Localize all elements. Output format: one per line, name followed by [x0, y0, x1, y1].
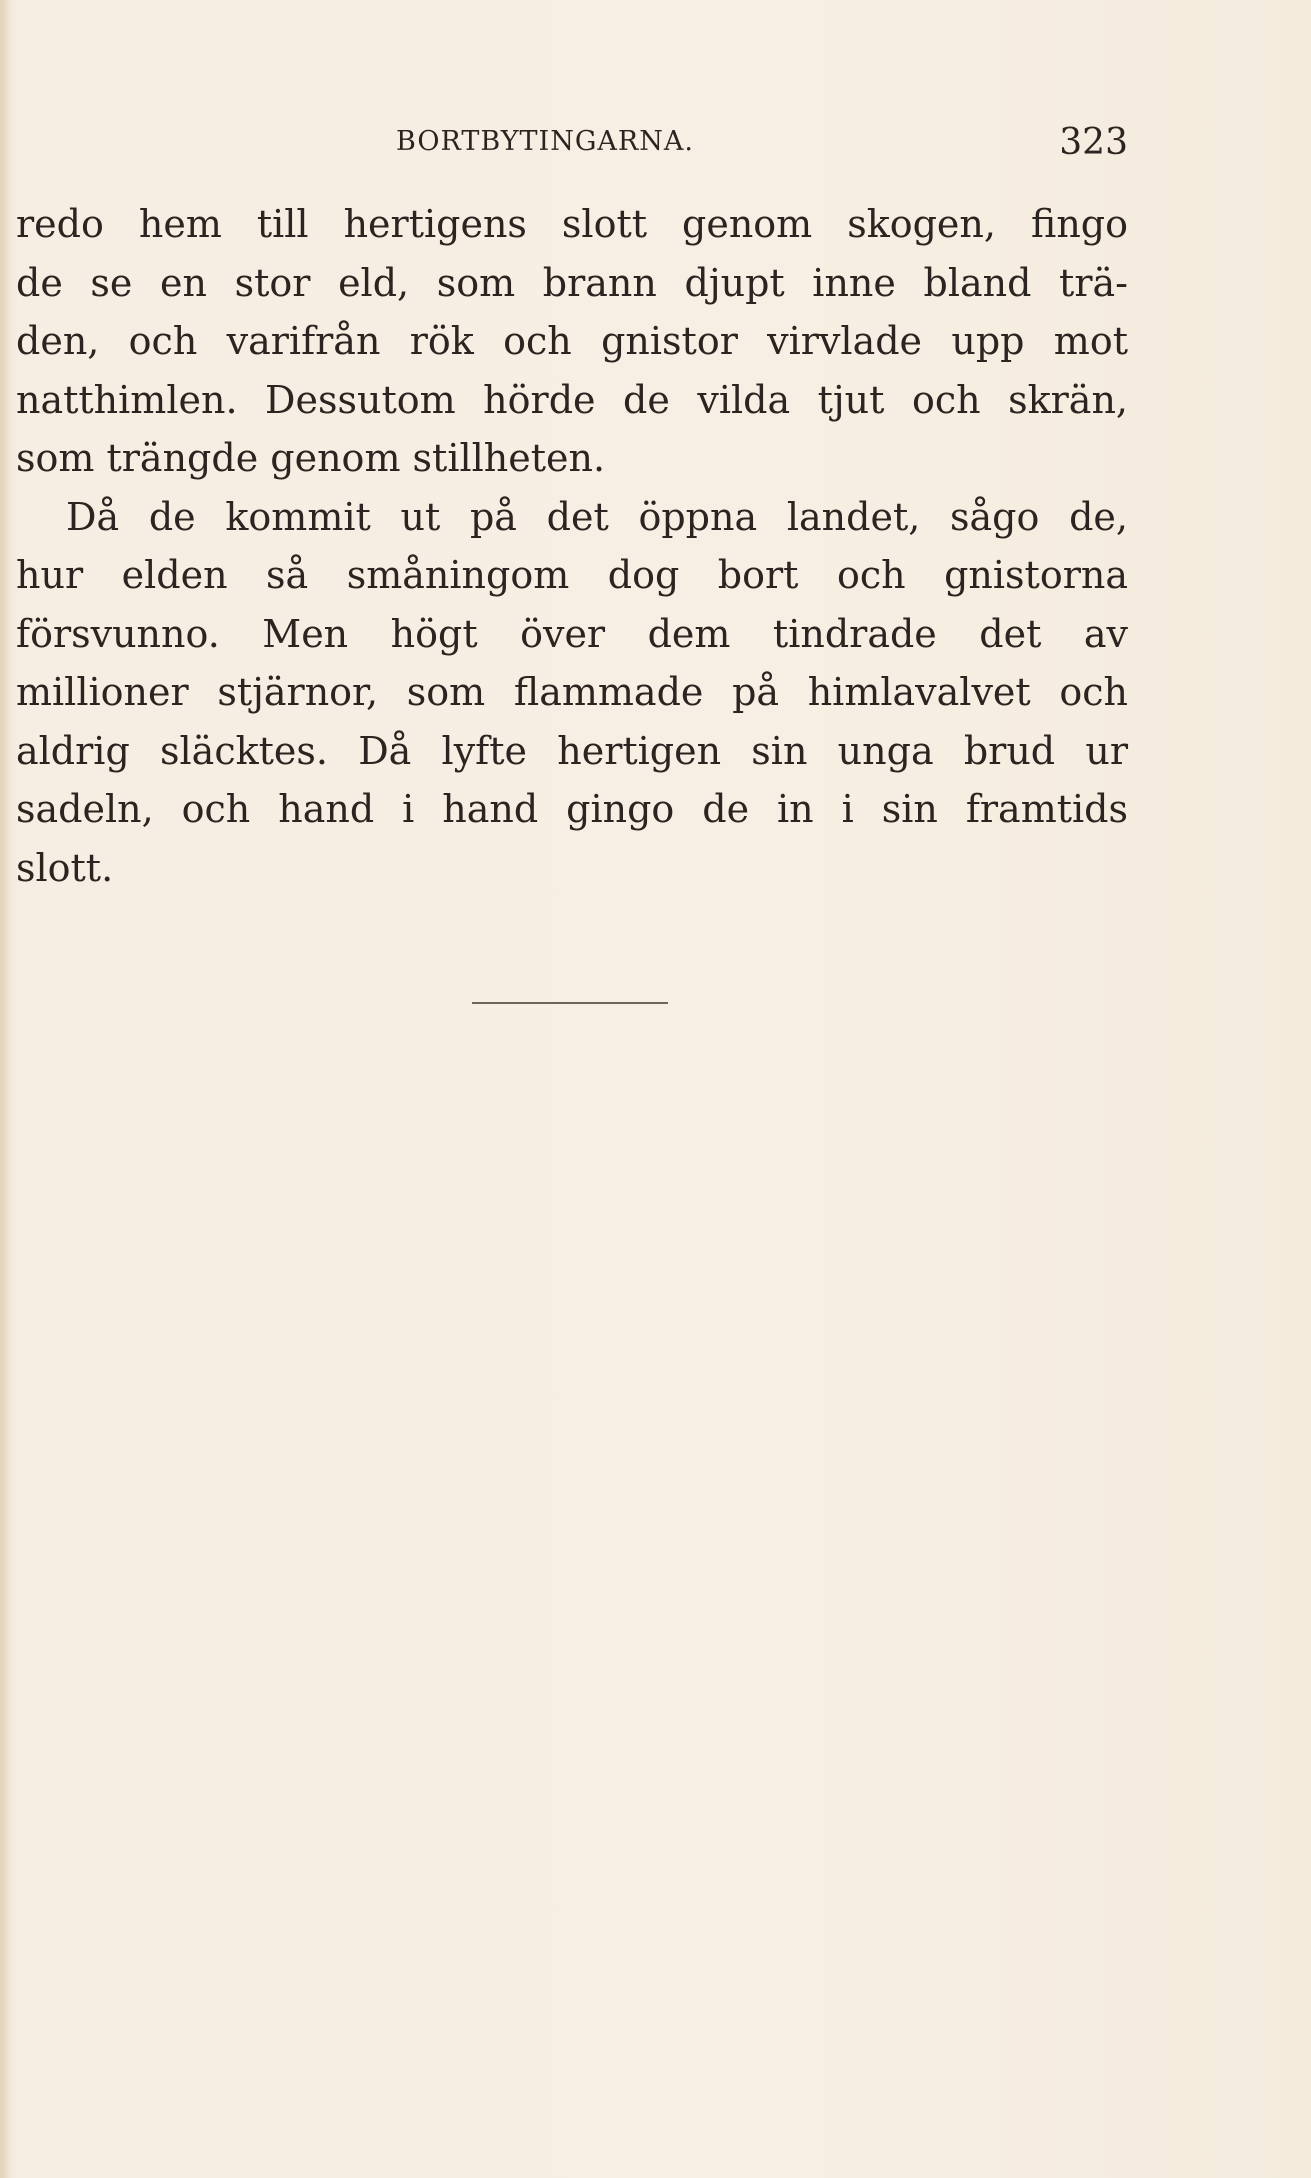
chapter-end-rule [472, 1002, 668, 1004]
text-line: försvunno. Men högt över dem tindrade det av [16, 611, 1128, 656]
page-number: 323 [1059, 122, 1128, 163]
page-gutter-shadow [0, 0, 10, 2178]
paragraph-1 [16, 195, 1128, 488]
text-line: millioner stjärnor, som flammade på himlavalvet och [16, 670, 1128, 714]
text-line: som trängde genom stillheten. [16, 436, 606, 480]
text-line: natthimlen. Dessutom hörde de vilda tjut och skrän, [16, 377, 1128, 422]
text-line: den, och varifrån rök och gnistor virvlade upp mot [16, 319, 1128, 363]
text-line: Då de kommit ut på det öppna landet, sågo de, [66, 494, 1128, 539]
running-head [16, 122, 1128, 170]
text-line: hur elden så småningom dog bort och gnistorna [16, 553, 1128, 597]
text-line: sadeln, och hand i hand gingo de in i sin framtids [16, 787, 1128, 831]
running-title: BORTBYTINGARNA. [396, 126, 694, 157]
text-line: slott. [16, 845, 114, 890]
text-line: redo hem till hertigens slott genom skogen, fingo [16, 202, 1128, 246]
text-line: de se en stor eld, som brann djupt inne bland trä- [16, 260, 1128, 305]
text-line: aldrig släcktes. Då lyfte hertigen sin unga brud ur [16, 728, 1128, 773]
paragraph-2 [16, 488, 1128, 898]
body-text [16, 195, 1128, 897]
